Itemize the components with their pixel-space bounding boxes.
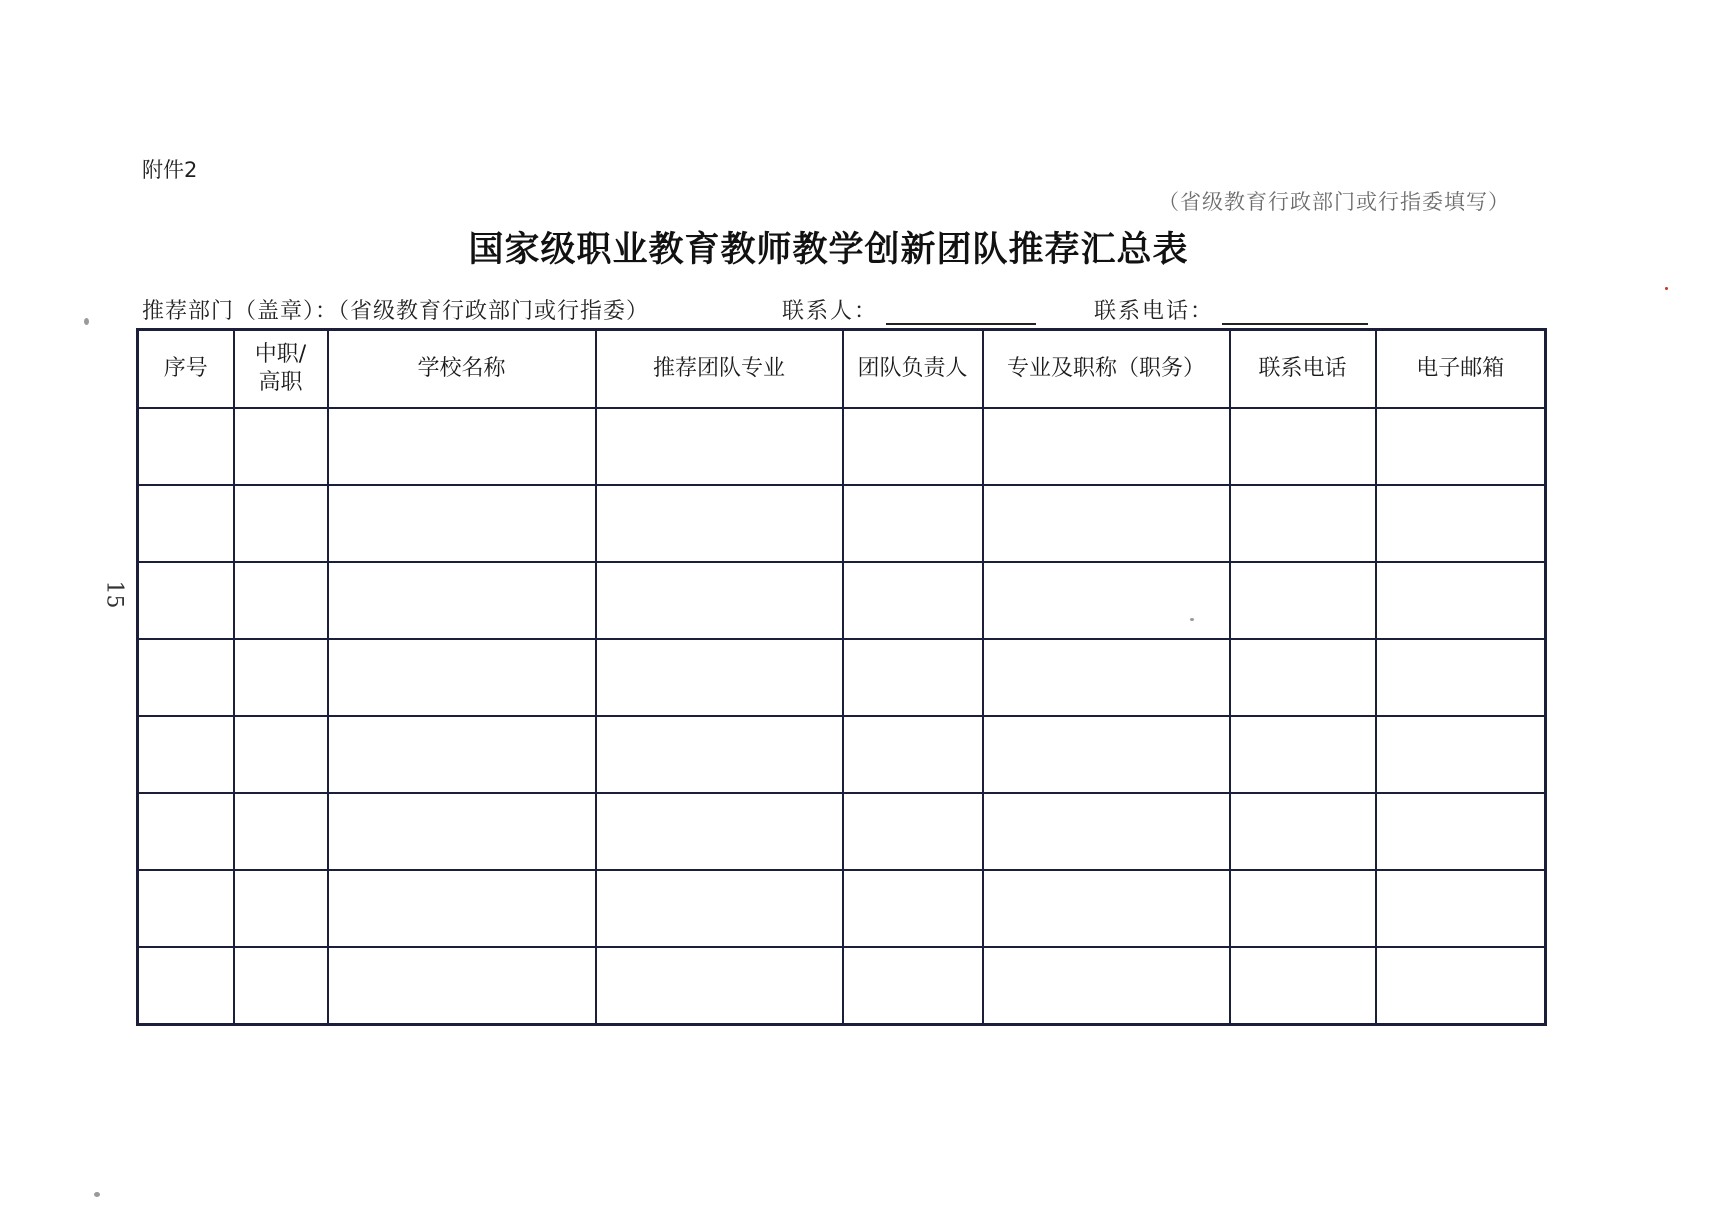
table-cell[interactable] xyxy=(1376,639,1546,716)
table-cell[interactable] xyxy=(983,639,1230,716)
table-row xyxy=(138,562,1546,639)
table-cell[interactable] xyxy=(1230,793,1376,870)
table-cell[interactable] xyxy=(234,562,328,639)
table-cell[interactable] xyxy=(843,716,983,793)
table-cell[interactable] xyxy=(138,485,234,562)
table-cell[interactable] xyxy=(234,793,328,870)
table-cell[interactable] xyxy=(983,716,1230,793)
table-cell[interactable] xyxy=(596,562,843,639)
table-cell[interactable] xyxy=(138,947,234,1025)
table-cell[interactable] xyxy=(596,408,843,485)
table-cell[interactable] xyxy=(843,947,983,1025)
table-cell[interactable] xyxy=(328,408,596,485)
table-cell[interactable] xyxy=(234,716,328,793)
table-cell[interactable] xyxy=(1376,716,1546,793)
table-cell[interactable] xyxy=(1230,485,1376,562)
header-title-position: 专业及职称（职务） xyxy=(983,330,1230,409)
table-cell[interactable] xyxy=(596,639,843,716)
table-cell[interactable] xyxy=(843,870,983,947)
table-cell[interactable] xyxy=(1230,408,1376,485)
table-cell[interactable] xyxy=(328,716,596,793)
table-cell[interactable] xyxy=(328,870,596,947)
page-title xyxy=(0,222,1729,272)
table-cell[interactable] xyxy=(843,562,983,639)
table-row xyxy=(138,793,1546,870)
table-cell[interactable] xyxy=(328,562,596,639)
page-title-text: 国家级职业教育教师教学创新团队推荐汇总表 xyxy=(468,230,1189,270)
table-cell[interactable] xyxy=(138,716,234,793)
header-email: 电子邮箱 xyxy=(1376,330,1546,409)
header-team-leader: 团队负责人 xyxy=(843,330,983,409)
summary-table xyxy=(136,328,1547,1026)
table-row xyxy=(138,870,1546,947)
table-cell[interactable] xyxy=(843,408,983,485)
table-cell[interactable] xyxy=(138,793,234,870)
table-cell[interactable] xyxy=(983,947,1230,1025)
table-cell[interactable] xyxy=(1376,870,1546,947)
table-cell[interactable] xyxy=(1230,947,1376,1025)
scan-speck xyxy=(94,1192,100,1197)
table-cell[interactable] xyxy=(138,870,234,947)
table-row xyxy=(138,639,1546,716)
table-cell[interactable] xyxy=(328,793,596,870)
department-label: 推荐部门（盖章）：（省级教育行政部门或行指委） xyxy=(142,299,650,324)
header-index: 序号 xyxy=(138,330,234,409)
header-level: 中职/ 高职 xyxy=(234,330,328,409)
table-cell[interactable] xyxy=(596,947,843,1025)
scan-speck xyxy=(1190,618,1194,621)
table-cell[interactable] xyxy=(1230,562,1376,639)
page-number: 15 xyxy=(101,580,127,609)
contact-blank[interactable] xyxy=(886,297,1036,325)
contact-field[interactable] xyxy=(782,294,1036,324)
table-header-row xyxy=(138,330,1546,409)
table-cell[interactable] xyxy=(596,793,843,870)
table-cell[interactable] xyxy=(596,485,843,562)
table-cell[interactable] xyxy=(234,408,328,485)
table-cell[interactable] xyxy=(983,870,1230,947)
table-cell[interactable] xyxy=(328,947,596,1025)
table-cell[interactable] xyxy=(1230,639,1376,716)
table-cell[interactable] xyxy=(983,408,1230,485)
table-cell[interactable] xyxy=(983,485,1230,562)
table-cell[interactable] xyxy=(1230,870,1376,947)
table-cell[interactable] xyxy=(328,485,596,562)
contact-label: 联系人： xyxy=(782,299,879,324)
scan-mark xyxy=(1665,287,1668,290)
header-school-name: 学校名称 xyxy=(328,330,596,409)
table-cell[interactable] xyxy=(1376,793,1546,870)
table-cell[interactable] xyxy=(843,485,983,562)
attachment-label: 附件2 xyxy=(142,158,198,182)
table-row xyxy=(138,947,1546,1025)
table-cell[interactable] xyxy=(1230,716,1376,793)
table-cell[interactable] xyxy=(234,870,328,947)
table-cell[interactable] xyxy=(843,639,983,716)
table-cell[interactable] xyxy=(1376,947,1546,1025)
table-cell[interactable] xyxy=(983,793,1230,870)
table-cell[interactable] xyxy=(328,639,596,716)
table-row xyxy=(138,716,1546,793)
table-cell[interactable] xyxy=(983,562,1230,639)
fill-note: （省级教育行政部门或行指委填写） xyxy=(1158,190,1510,214)
header-team-major: 推荐团队专业 xyxy=(596,330,843,409)
table-body xyxy=(138,408,1546,1025)
scan-speck xyxy=(84,318,89,325)
table-cell[interactable] xyxy=(1376,408,1546,485)
table-cell[interactable] xyxy=(1376,485,1546,562)
table-cell[interactable] xyxy=(596,870,843,947)
table-row xyxy=(138,485,1546,562)
table-cell[interactable] xyxy=(138,639,234,716)
table-row xyxy=(138,408,1546,485)
table-cell[interactable] xyxy=(1376,562,1546,639)
phone-blank[interactable] xyxy=(1222,297,1368,325)
header-phone: 联系电话 xyxy=(1230,330,1376,409)
table-cell[interactable] xyxy=(843,793,983,870)
table-cell[interactable] xyxy=(234,639,328,716)
table-cell[interactable] xyxy=(234,485,328,562)
table-cell[interactable] xyxy=(596,716,843,793)
table-cell[interactable] xyxy=(138,408,234,485)
phone-label: 联系电话： xyxy=(1094,299,1215,324)
table-cell[interactable] xyxy=(138,562,234,639)
table-cell[interactable] xyxy=(234,947,328,1025)
phone-field[interactable] xyxy=(1094,294,1368,324)
